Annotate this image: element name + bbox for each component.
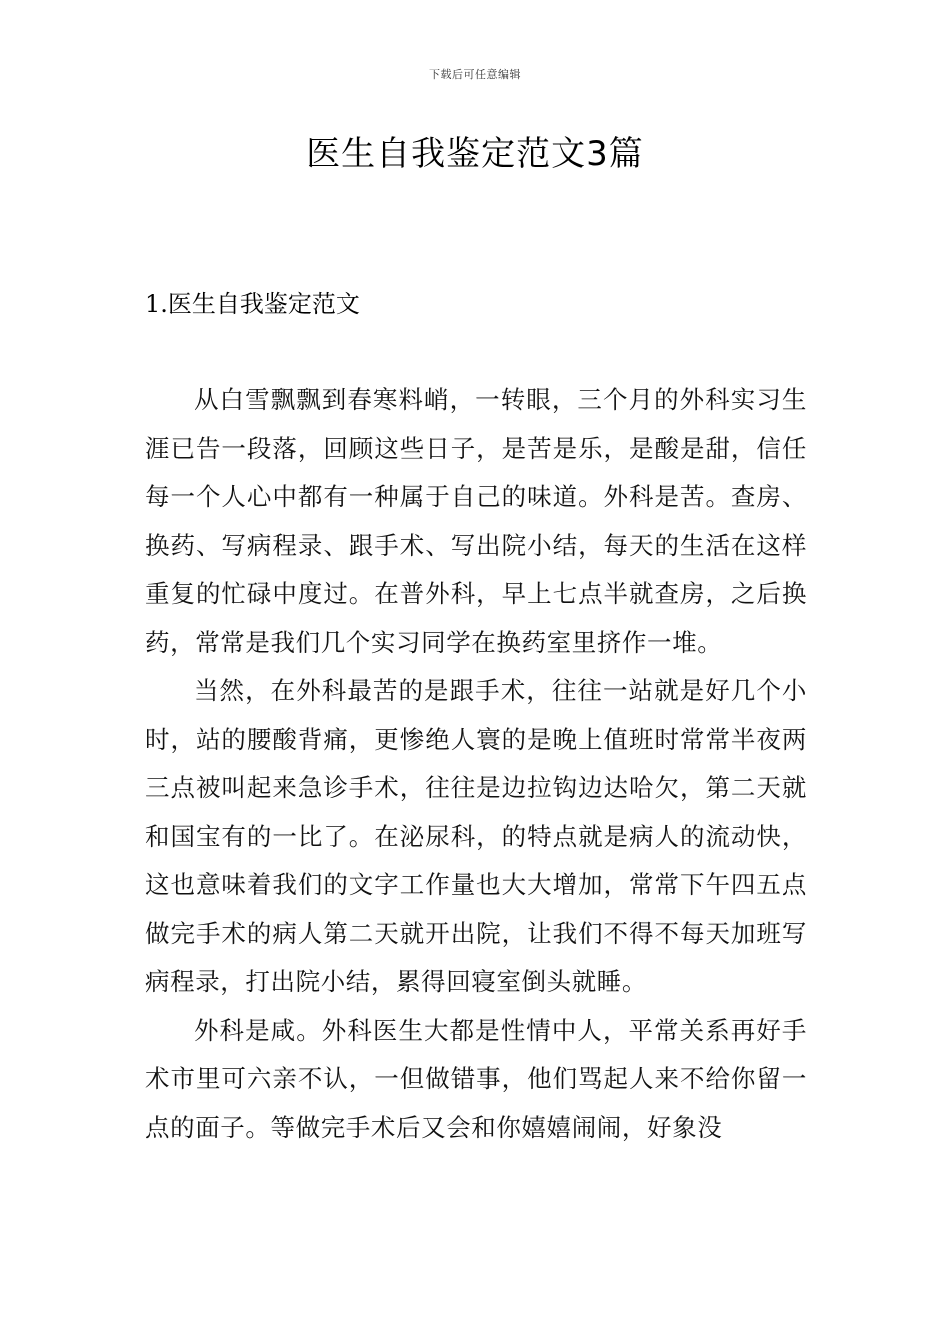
paragraph-3: 外科是咸。外科医生大都是性情中人，平常关系再好手术市里可六亲不认，一但做错事，他们骂起人来不给你留一点的面子。等做完手术后又会和你嬉嬉闹闹，好象没 [145,1015,807,1142]
paragraph-1: 从白雪飘飘到春寒料峭，一转眼，三个月的外科实习生涯已告一段落，回顾这些日子，是苦是乐，是酸是甜，信任每一个人心中都有一种属于自己的味道。外科是苦。查房、换药、写病程录、跟手术、写出院小结，每天的生活在这样重复的忙碌中度过。在普外科，早上七点半就查房，之后换药，常常是我们几个实习同学在换药室里挤作一堆。 [145,385,807,657]
section-heading: 1.医生自我鉴定范文 [145,290,360,318]
paragraph-2: 当然，在外科最苦的是跟手术，往往一站就是好几个小时，站的腰酸背痛，更惨绝人寰的是晚上值班时常常半夜两三点被叫起来急诊手术，往往是边拉钩边达哈欠，第二天就和国宝有的一比了。在泌尿科，的特点就是病人的流动快，这也意味着我们的文字工作量也大大增加，常常下午四五点做完手术的病人第二天就开出院，让我们不得不每天加班写病程录，打出院小结，累得回寝室倒头就睡。 [145,676,807,996]
header-note: 下载后可任意编辑 [429,68,521,81]
document-title: 医生自我鉴定范文3篇 [306,134,644,174]
body-text [145,376,807,1152]
